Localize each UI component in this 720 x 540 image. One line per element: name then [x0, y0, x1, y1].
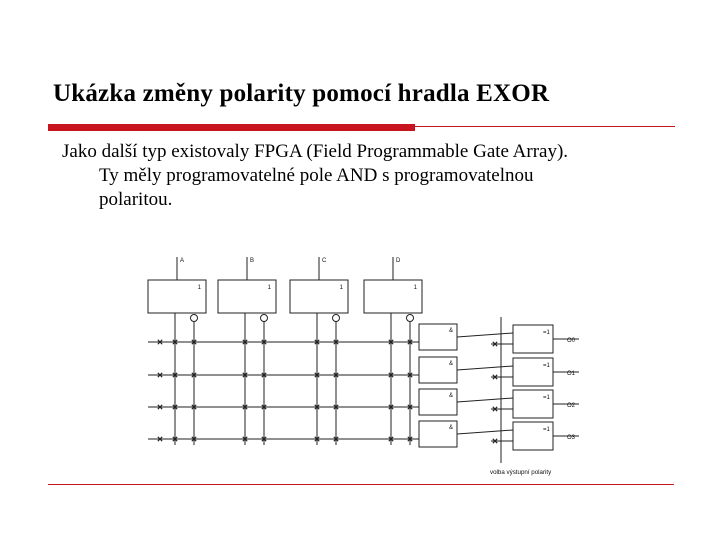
and-gate-label-4: &	[449, 425, 454, 431]
inverter-bubble-C	[333, 315, 340, 322]
polarity-caption: volba výstupní polarity	[490, 469, 552, 476]
and-gate-label-1: &	[449, 328, 454, 334]
paragraph-line-2: Ty měly programovatelné pole AND s programovatelnou	[99, 165, 534, 186]
xor-gate-label-1: =1	[543, 330, 550, 336]
and-to-xor-4	[457, 430, 513, 434]
buffer-label-A: 1	[197, 285, 201, 291]
input-label-C: C	[322, 258, 327, 264]
xor-gate-label-4: =1	[543, 427, 550, 433]
slide-title: Ukázka změny polarity pomocí hradla EXOR	[53, 80, 550, 107]
fpga-polarity-diagram	[133, 245, 592, 480]
xor-gate-label-3: =1	[543, 395, 550, 401]
buffer-label-C: 1	[339, 285, 343, 291]
paragraph-line-3: polaritou.	[99, 189, 173, 210]
body-paragraph	[62, 140, 672, 212]
inverter-bubble-B	[261, 315, 268, 322]
xor-gate-label-2: =1	[543, 363, 550, 369]
output-label-O2: O2	[567, 403, 576, 409]
buffer-label-B: 1	[267, 285, 271, 291]
paragraph-line-1: Jako další typ existovaly FPGA (Field Programmable Gate Array).	[62, 141, 569, 162]
and-to-xor-3	[457, 398, 513, 402]
footer-rule	[48, 484, 674, 485]
and-gate-label-2: &	[449, 361, 454, 367]
title-underline-thin	[415, 126, 675, 127]
title-underline-thick	[48, 124, 415, 131]
and-to-xor-2	[457, 366, 513, 370]
input-label-B: B	[250, 258, 255, 264]
input-label-A: A	[180, 258, 185, 264]
output-label-O3: O3	[567, 435, 576, 441]
diagram-canvas	[133, 245, 592, 480]
inverter-bubble-A	[191, 315, 198, 322]
buffer-label-D: 1	[413, 285, 417, 291]
and-to-xor-1	[457, 333, 513, 337]
inverter-bubble-D	[407, 315, 414, 322]
and-gate-label-3: &	[449, 393, 454, 399]
output-label-O1: O1	[567, 371, 576, 377]
input-label-D: D	[396, 258, 401, 264]
output-label-O0: O0	[567, 338, 576, 344]
